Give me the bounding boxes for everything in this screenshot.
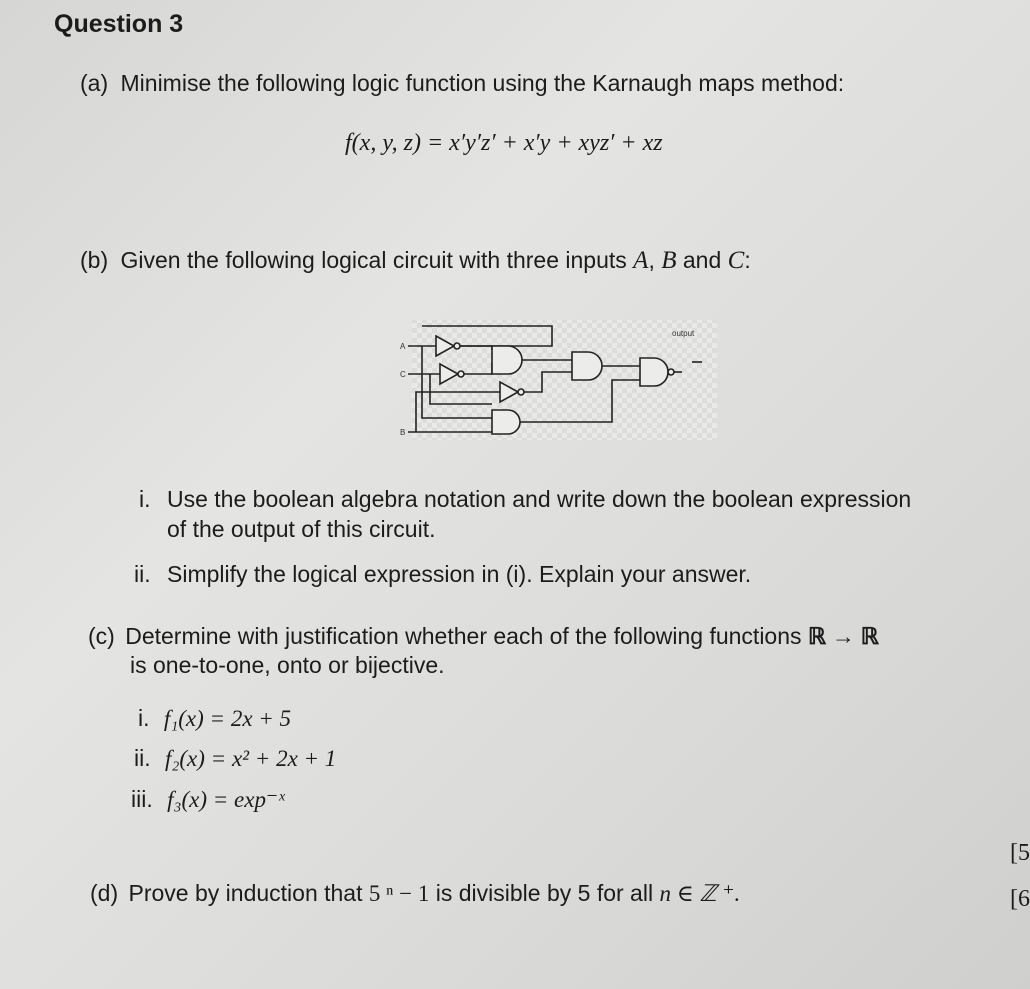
part-b-and: and [682, 247, 722, 273]
circuit-label-output: output [672, 329, 695, 338]
part-b-comma: , [648, 247, 655, 273]
part-b-item-1-num: i. [139, 486, 151, 512]
logic-circuit-diagram [392, 318, 722, 448]
part-d-text-mid: is divisible by 5 for all [435, 880, 654, 906]
part-c-text1: Determine with justification whether each of the following functions [125, 623, 802, 649]
part-b-var-b: B [661, 247, 677, 274]
part-b-var-c: C [727, 247, 745, 274]
part-a [80, 70, 844, 97]
part-a-formula: f(x, y, z) = x′y′z′ + x′y + xyz′ + xz [345, 130, 663, 156]
part-c-item-1-expr: f₁(x) = 2x + 5 [163, 706, 292, 731]
margin-mark-2: [6 [1010, 886, 1030, 912]
part-c-item-2-expr: f₂(x) = x² + 2x + 1 [165, 746, 337, 771]
and-gate-3 [572, 352, 602, 380]
part-b-item-1-line2: of the output of this circuit. [167, 516, 436, 542]
part-c-item-3 [131, 786, 285, 813]
part-c-domain-map: ℝ → ℝ [807, 624, 879, 649]
part-b-var-a: A [633, 247, 649, 274]
part-d [90, 880, 740, 907]
part-c-item-1 [138, 705, 291, 732]
part-c-item-3-expr: f₃(x) = exp⁻ˣ [167, 787, 285, 812]
part-c-line1 [88, 623, 879, 650]
part-a-label: (a) [80, 70, 109, 96]
margin-mark-1: [5 [1010, 840, 1030, 866]
part-c-item-3-num: iii. [131, 786, 153, 812]
part-b-item-1-line1: Use the boolean algebra notation and write down the boolean expression [167, 486, 912, 512]
part-c-item-2 [134, 745, 336, 772]
part-b-label: (b) [80, 247, 109, 273]
question-title: Question 3 [54, 10, 184, 38]
part-b-item-2-line1: Simplify the logical expression in (i). Explain your answer. [167, 561, 752, 587]
part-b-text: Given the following logical circuit with three inputs [120, 247, 627, 273]
part-b-colon: : [744, 247, 751, 273]
part-c-item-2-num: ii. [134, 745, 151, 771]
part-a-text: Minimise the following logic function using the Karnaugh maps method: [120, 70, 845, 96]
part-d-set-expr: n ∈ ℤ ⁺. [659, 881, 741, 906]
and-gate-final [640, 358, 668, 386]
part-d-label: (d) [90, 880, 119, 906]
circuit-label-b: B [400, 428, 406, 437]
part-c-line2: is one-to-one, onto or bijective. [130, 652, 445, 678]
part-d-text-pre: Prove by induction that [128, 880, 363, 906]
part-c-item-1-num: i. [138, 705, 150, 731]
part-d-expr: 5 ⁿ − 1 [368, 881, 430, 906]
part-c-label: (c) [88, 623, 115, 649]
and-gate-1 [492, 346, 522, 374]
part-b [80, 247, 751, 275]
circuit-label-a: A [400, 342, 406, 351]
part-b-item-2-num: ii. [134, 561, 151, 587]
and-gate-2 [492, 410, 520, 434]
circuit-label-c: C [400, 370, 406, 379]
